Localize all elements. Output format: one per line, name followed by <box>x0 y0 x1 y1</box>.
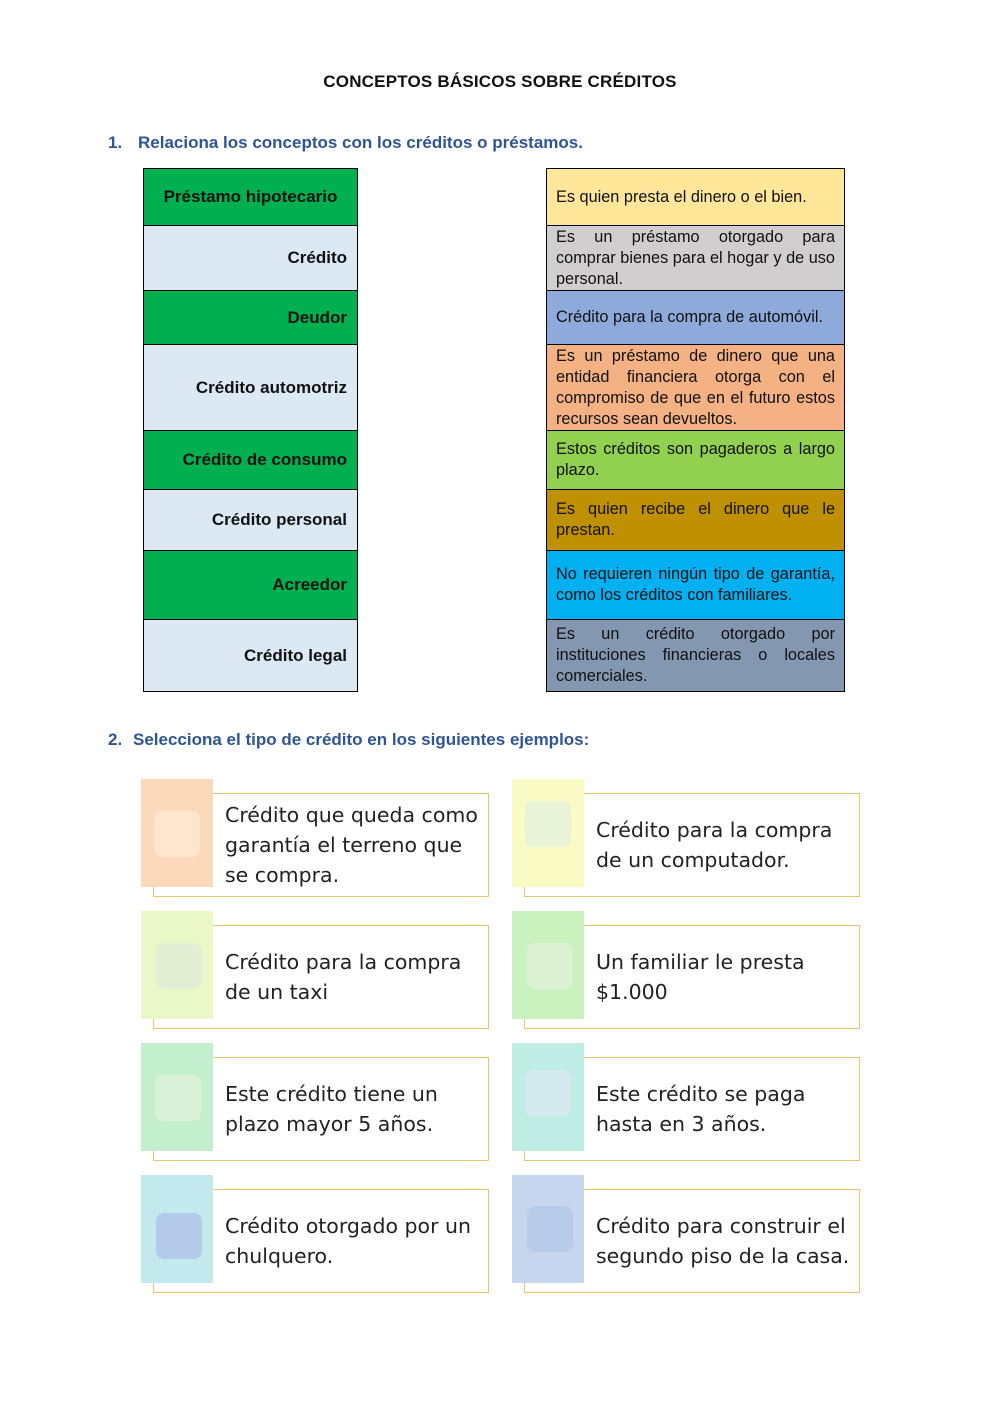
concept-item[interactable]: Préstamo hipotecario <box>144 169 357 226</box>
example-tab <box>141 779 213 887</box>
example-card <box>141 1175 491 1297</box>
answer-drop-box[interactable] <box>155 1075 201 1121</box>
example-card <box>141 779 491 901</box>
definition-item[interactable]: Es un crédito otorgado por instituciones financieras o locales comerciales. <box>547 620 844 691</box>
example-text: Crédito otorgado por un chulquero. <box>225 1214 472 1268</box>
answer-drop-box[interactable] <box>156 1213 202 1259</box>
definition-item[interactable]: No requieren ningún tipo de garantía, como los créditos con familiares. <box>547 551 844 620</box>
answer-drop-box[interactable] <box>156 943 202 989</box>
definition-item[interactable]: Crédito para la compra de automóvil. <box>547 291 844 345</box>
concept-item[interactable]: Deudor <box>144 291 357 345</box>
concepts-column <box>143 168 358 692</box>
example-tab <box>141 1175 213 1283</box>
example-tab <box>512 1043 584 1151</box>
example-card <box>512 779 862 901</box>
concept-item[interactable]: Crédito personal <box>144 490 357 551</box>
example-text: Crédito para la compra de un taxi <box>225 950 462 1004</box>
example-card <box>512 1043 862 1165</box>
example-card <box>141 1043 491 1165</box>
section-2-heading <box>108 730 589 750</box>
example-card <box>512 911 862 1033</box>
answer-drop-box[interactable] <box>154 811 200 857</box>
page-title: CONCEPTOS BÁSICOS SOBRE CRÉDITOS <box>323 72 677 91</box>
definition-item[interactable]: Es quien presta el dinero o el bien. <box>547 169 844 226</box>
example-tab <box>512 911 584 1019</box>
definition-item[interactable]: Es un préstamo de dinero que una entidad financiera otorga con el compromiso de que en el futuro estos recursos sean devueltos. <box>547 345 844 431</box>
section-1-number: 1. <box>108 133 123 152</box>
answer-drop-box[interactable] <box>525 801 571 847</box>
concept-item[interactable]: Crédito de consumo <box>144 431 357 490</box>
example-tab <box>512 779 584 887</box>
example-text: Crédito que queda como garantía el terreno que se compra. <box>225 803 478 887</box>
example-text: Crédito para la compra de un computador. <box>596 818 833 872</box>
definitions-column <box>546 168 845 692</box>
concept-item[interactable]: Acreedor <box>144 551 357 620</box>
section-1-heading <box>108 133 583 153</box>
concept-item[interactable]: Crédito automotriz <box>144 345 357 431</box>
definition-item[interactable]: Estos créditos son pagaderos a largo plazo. <box>547 431 844 490</box>
concept-item[interactable]: Crédito <box>144 226 357 291</box>
example-text: Este crédito tiene un plazo mayor 5 años. <box>225 1082 438 1136</box>
section-1-heading-text: Relaciona los conceptos con los créditos o préstamos. <box>138 133 583 152</box>
section-2-heading-text: Selecciona el tipo de crédito en los siguientes ejemplos: <box>133 730 590 749</box>
concept-item[interactable]: Crédito legal <box>144 620 357 691</box>
answer-drop-box[interactable] <box>527 943 573 989</box>
example-tab <box>141 911 213 1019</box>
example-tab <box>141 1043 213 1151</box>
definition-item[interactable]: Es quien recibe el dinero que le prestan. <box>547 490 844 551</box>
example-text: Crédito para construir el segundo piso de la casa. <box>596 1214 850 1268</box>
section-2-number: 2. <box>108 730 123 749</box>
answer-drop-box[interactable] <box>525 1070 571 1116</box>
definition-item[interactable]: Es un préstamo otorgado para comprar bienes para el hogar y de uso personal. <box>547 226 844 291</box>
answer-drop-box[interactable] <box>527 1206 573 1252</box>
example-card <box>141 911 491 1033</box>
example-card <box>512 1175 862 1297</box>
example-text: Un familiar le presta $1.000 <box>596 950 805 1004</box>
example-tab <box>512 1175 584 1283</box>
example-text: Este crédito se paga hasta en 3 años. <box>596 1082 806 1136</box>
